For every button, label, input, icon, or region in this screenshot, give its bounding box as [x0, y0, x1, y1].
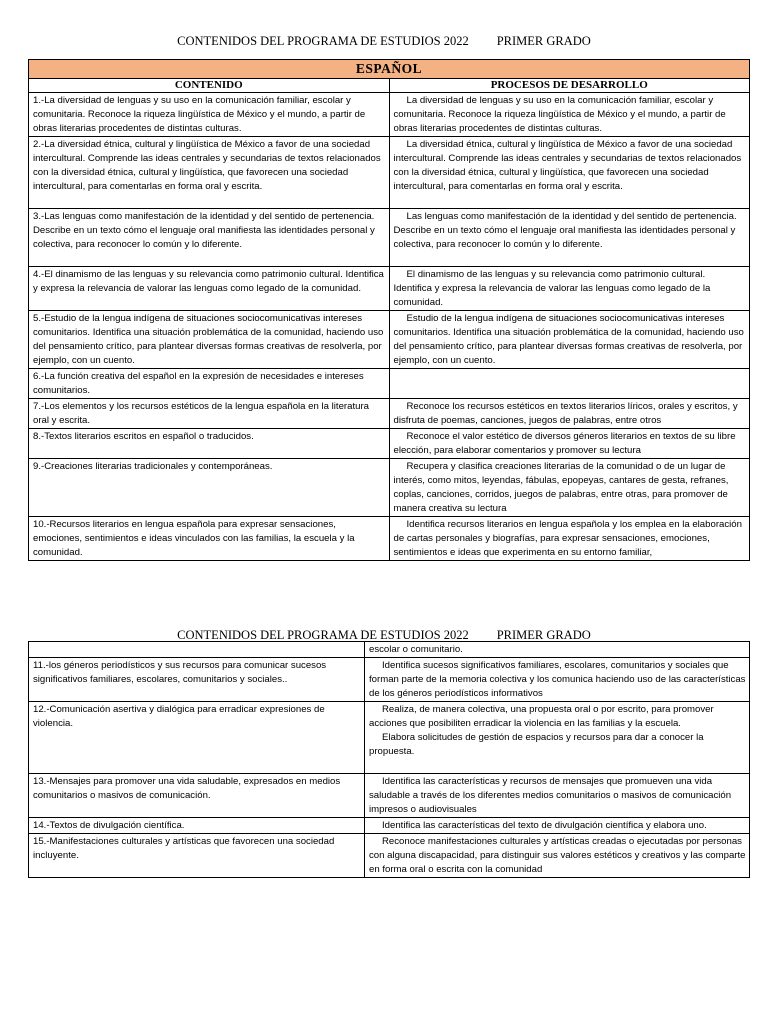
contenido-cell: 1.-La diversidad de lenguas y su uso en la comunicación familiar, escolar y comunitaria. Reconoce la riqueza lingüística de México y el mundo, a partir de obras literarias procedentes de distintas culturas. [29, 93, 390, 137]
table-row [29, 834, 750, 878]
contenido-cell: 6.-La función creativa del español en la expresión de necesidades e intereses comunitarios. [29, 369, 390, 399]
table-row [29, 702, 750, 774]
contenido-cell: 3.-Las lenguas como manifestación de la identidad y del sentido de pertenencia. Describe en un texto cómo el lenguaje oral manifiesta las identidades personal y colectiva, para reconocer lo común y lo diferente. [29, 209, 390, 267]
table-row [29, 517, 750, 561]
page-title-1 [0, 34, 768, 49]
procesos-cell [365, 702, 750, 774]
table-row [29, 429, 750, 459]
contenido-cell: 11.-los géneros periodísticos y sus recursos para comunicar sucesos significativos familiares, escolares, comunitarios y sociales.. [29, 658, 365, 702]
table-row [29, 93, 750, 137]
contenido-cell: 12.-Comunicación asertiva y dialógica para erradicar expresiones de violencia. [29, 702, 365, 774]
procesos-paragraph: Identifica las características y recursos de mensajes que promueven una vida saludable a través de los diferentes medios comunitarios o masivos de comunicación impresos o audiovisuales [369, 776, 732, 815]
procesos-paragraph: Identifica sucesos significativos familiares, escolares, comunitarios y sociales que forman parte de la memoria colectiva y los comunica haciendo uso de las características de los géneros periodísticos informativos [369, 660, 746, 699]
contents-table-page-2 [28, 641, 750, 878]
table-row [29, 267, 750, 311]
procesos-cell [365, 774, 750, 818]
procesos-paragraph: Realiza, de manera colectiva, una propuesta oral o por escrito, para promover acciones que posibiliten erradicar la violencia en las familias y la escuela. [369, 704, 714, 729]
contenido-cell: 8.-Textos literarios escritos en español o traducidos. [29, 429, 390, 459]
page-title-grade: PRIMER GRADO [496, 34, 591, 48]
procesos-cell: Identifica recursos literarios en lengua española y los emplea en la elaboración de cartas personales y biografías, para expresar sensaciones, emociones, sentimientos e ideas que experimenta en su entorno familiar, [389, 517, 750, 561]
contenido-cell: 13.-Mensajes para promover una vida saludable, expresados en medios comunitarios o masivos de comunicación. [29, 774, 365, 818]
table-row [29, 209, 750, 267]
table-row [29, 311, 750, 369]
page-title-left: CONTENIDOS DEL PROGRAMA DE ESTUDIOS 2022 [177, 628, 469, 642]
subject-header: ESPAÑOL [29, 60, 750, 79]
procesos-cell [365, 834, 750, 878]
contenido-cell [29, 642, 365, 658]
procesos-cell: Recupera y clasifica creaciones literarias de la comunidad o de un lugar de interés, como mitos, leyendas, fábulas, epopeyas, cantares de gesta, refranes, coplas, canciones, corridos, juegos de palabras, entre otras, para promover de manera creativa su lectura [389, 459, 750, 517]
procesos-cell: Estudio de la lengua indígena de situaciones sociocomunicativas intereses comunitarios. Identifica una situación problemática de la comunidad, haciendo uso del pensamiento crítico, para plantear diversas formas creativas de resolverla, por ejemplo, con un cuento. [389, 311, 750, 369]
contenido-cell: 15.-Manifestaciones culturales y artísticas que favorecen una sociedad incluyente. [29, 834, 365, 878]
contenido-cell: 4.-El dinamismo de las lenguas y su relevancia como patrimonio cultural. Identifica y expresa la relevancia de valorar las lenguas como legado de la comunidad. [29, 267, 390, 311]
page-title-grade: PRIMER GRADO [496, 628, 591, 642]
column-header-contenido: CONTENIDO [29, 79, 390, 93]
procesos-paragraph: Reconoce manifestaciones culturales y artísticas creadas o ejecutadas por personas con alguna discapacidad, para distinguir sus valores estéticos y creativos y las comparte en forma oral o escrita con la comunidad [369, 836, 746, 875]
procesos-cell: Las lenguas como manifestación de la identidad y del sentido de pertenencia. Describe en un texto cómo el lenguaje oral manifiesta las identidades personal y colectiva, para reconocer lo común y lo diferente. [389, 209, 750, 267]
procesos-carryover-cell: escolar o comunitario. [365, 642, 750, 658]
table-row [29, 658, 750, 702]
table-row [29, 369, 750, 399]
table-row [29, 137, 750, 209]
procesos-cell [365, 818, 750, 834]
table-row [29, 642, 750, 658]
procesos-cell: La diversidad étnica, cultural y lingüística de México a favor de una sociedad intercultural. Comprende las ideas centrales y secundarias de textos relacionados con la diversidad étnica, cultural y lingüística, que favorecen una sociedad intercultural, para comentarlas en forma oral y escrita. [389, 137, 750, 209]
procesos-cell: Reconoce los recursos estéticos en textos literarios líricos, orales y escritos, y disfruta de poemas, canciones, juegos de palabras, entre otros [389, 399, 750, 429]
contenido-cell: 2.-La diversidad étnica, cultural y lingüística de México a favor de una sociedad intercultural. Comprende las ideas centrales y secundarias de textos relacionados con la diversidad étnica, cultural y lingüística, que favorecen una sociedad intercultural, para comentarlas en forma oral y escrita. [29, 137, 390, 209]
procesos-paragraph: Identifica las características del texto de divulgación científica y elabora uno. [382, 820, 707, 831]
procesos-cell [365, 658, 750, 702]
contenido-cell: 7.-Los elementos y los recursos estéticos de la lengua española en la literatura oral y escrita. [29, 399, 390, 429]
contents-table-page-1 [28, 59, 750, 561]
procesos-cell [389, 369, 750, 399]
contenido-cell: 14.-Textos de divulgación científica. [29, 818, 365, 834]
table-row [29, 459, 750, 517]
procesos-cell: La diversidad de lenguas y su uso en la comunicación familiar, escolar y comunitaria. Reconoce la riqueza lingüística de México y el mundo, a partir de obras literarias procedentes de distintas culturas. [389, 93, 750, 137]
table-row [29, 818, 750, 834]
contenido-cell: 5.-Estudio de la lengua indígena de situaciones sociocomunicativas intereses comunitarios. Identifica una situación problemática de la comunidad, haciendo uso del pensamiento crítico, para plantear diversas formas creativas de resolverla, por ejemplo, con un cuento. [29, 311, 390, 369]
column-header-procesos: PROCESOS DE DESARROLLO [389, 79, 750, 93]
contenido-cell: 9.-Creaciones literarias tradicionales y contemporáneas. [29, 459, 390, 517]
table-row [29, 774, 750, 818]
procesos-paragraph: Elabora solicitudes de gestión de espacios y recursos para dar a conocer la propuesta. [369, 732, 704, 757]
procesos-cell: El dinamismo de las lenguas y su relevancia como patrimonio cultural. Identifica y expresa la relevancia de valorar las lenguas como legado de la comunidad. [389, 267, 750, 311]
table-row [29, 399, 750, 429]
procesos-cell: Reconoce el valor estético de diversos géneros literarios en textos de su libre elección, para elaborar comentarios y promover su lectura [389, 429, 750, 459]
contenido-cell: 10.-Recursos literarios en lengua española para expresar sensaciones, emociones, sentimientos e ideas vinculados con las familias, la escuela y la comunidad. [29, 517, 390, 561]
page-title-left: CONTENIDOS DEL PROGRAMA DE ESTUDIOS 2022 [177, 34, 469, 48]
